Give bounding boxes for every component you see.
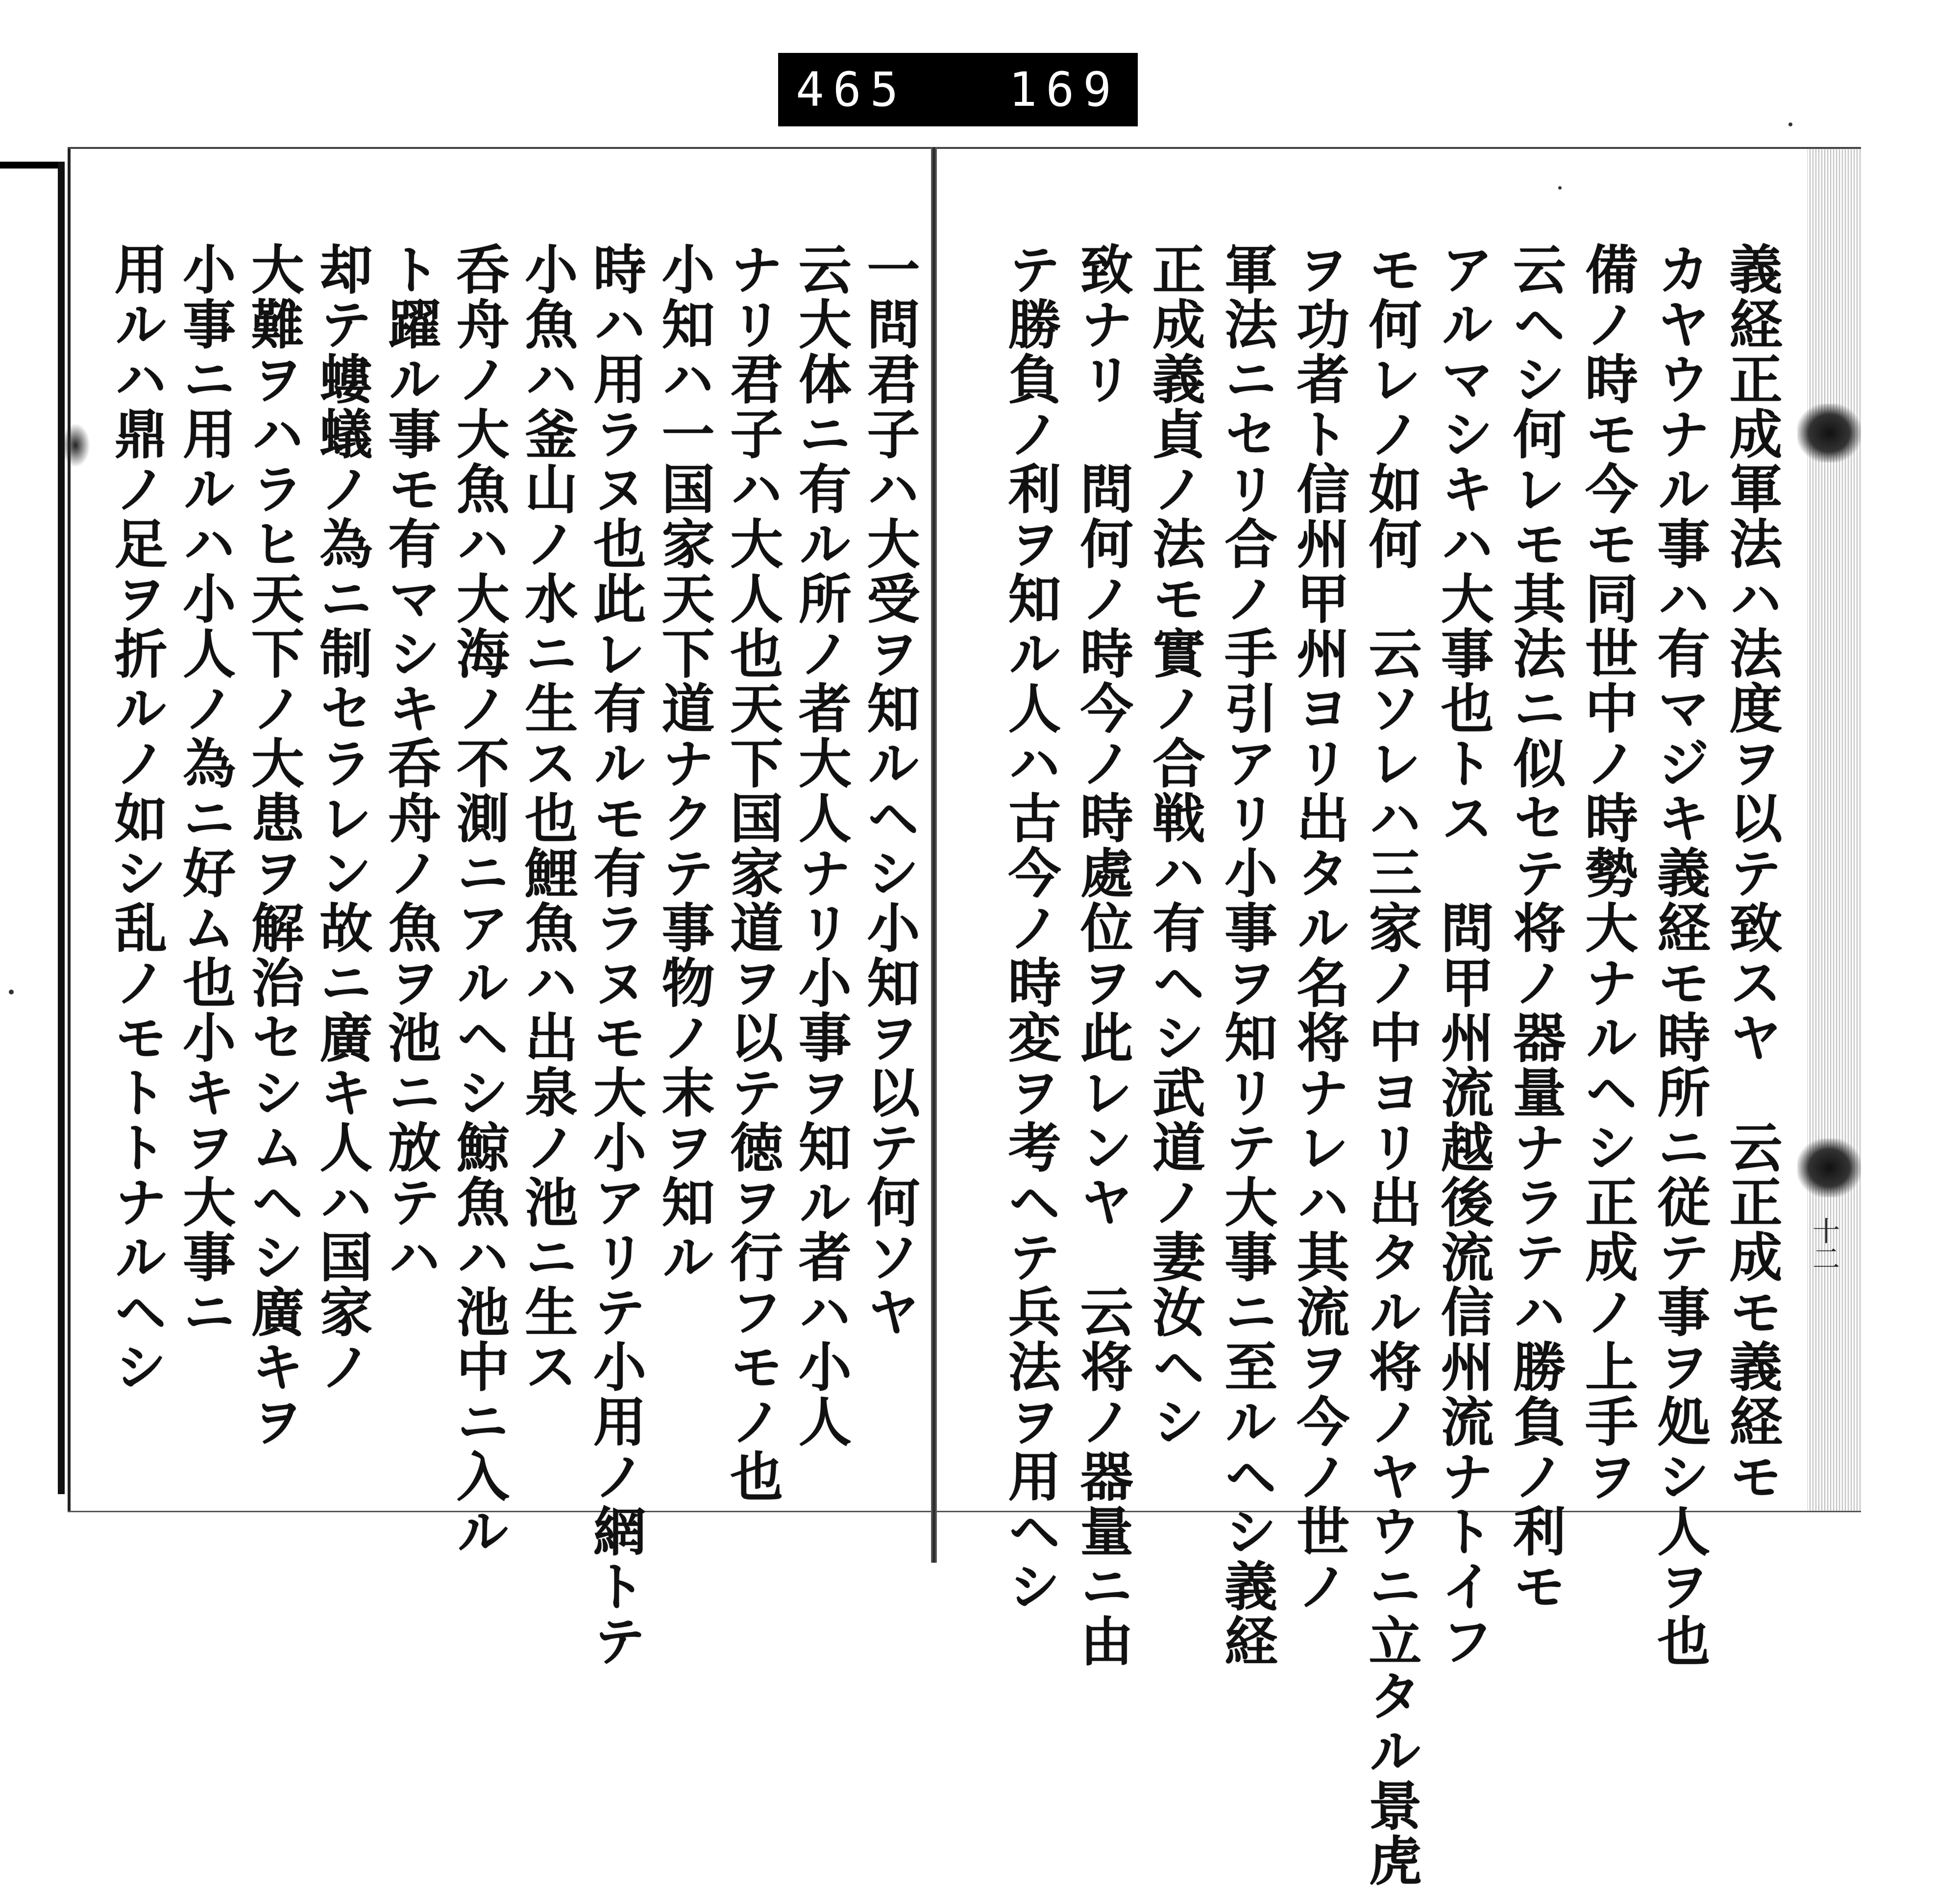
open-book-spread — [68, 147, 1861, 1888]
text-column: 用ルハ鼎ノ足ヲ折ルノ如シ乱ノモトトナルヘシ — [105, 242, 167, 1394]
text-column: 大難ヲハラヒ天下ノ大患ヲ解治セシムヘシ廣キヲ — [242, 242, 304, 1449]
text-column: 義経正成軍法ハ法度ヲ以テ致スヤ 云正成モ義経モ — [1720, 242, 1782, 1504]
text-column: 却テ螻蟻ノ為ニ制セラレン故ニ廣キ人ハ国家ノ — [310, 242, 372, 1394]
text-column: 小事ニ用ルハ小人ノ為ニ好ム也小キヲ大事ニ — [173, 242, 236, 1339]
text-column: 備ノ時モ今モ同世中ノ時勢大ナルヘシ正成ノ上手ヲ — [1576, 242, 1638, 1504]
right-page-text — [999, 242, 1782, 1888]
text-column: モ何レノ如何 云ソレハ三家ノ中ヨリ出タル将ノヤウニ立タル景虎 — [1359, 242, 1421, 1888]
text-column: アルマシキハ大事也トス 問甲州流越後流信州流ナトイフ — [1432, 242, 1494, 1669]
edge-rule-mark-vertical — [58, 162, 65, 1494]
ink-blot — [61, 423, 90, 467]
text-column: カヤウナル事ハ有マジキ義経モ時所ニ従テ事ヲ処シ人ヲ也 — [1648, 242, 1710, 1669]
left-page — [68, 149, 945, 1669]
text-column: 云ヘシ何レモ其法ニ似セテ将ノ器量ナラテハ勝負ノ利モ — [1504, 242, 1566, 1614]
ink-blot — [1797, 1138, 1861, 1197]
text-column: 時ハ用ラヌ也此レ有ルモ有ラヌモ大小アリテ小用ノ網トテ — [584, 242, 646, 1669]
scan-speck — [1788, 122, 1792, 126]
accession-number-plate — [778, 53, 1138, 126]
text-column: テ勝負ノ利ヲ知ル人ハ古今ノ時変ヲ考ヘテ兵法ヲ用ヘシ — [999, 242, 1061, 1614]
text-column: ヲ功者ト信州甲州ヨリ出タル名将ナレハ其流ヲ今ノ世ノ — [1287, 242, 1349, 1614]
text-column: 正成義貞ノ法モ實ノ合戦ハ有ヘシ武道ノ妻汝ヘシ — [1143, 242, 1205, 1449]
text-column: ナリ君子ハ大人也天下国家道ヲ以テ徳ヲ行フモノ也 — [721, 242, 783, 1504]
text-column: ト躍ル事モ有マシキ呑舟ノ魚ヲ池ニ放テハ — [379, 242, 441, 1284]
folio-number: 十二 — [1808, 1217, 1840, 1272]
text-column: 云大体ニ有ル所ノ者大人ナリ小事ヲ知ル者ハ小人 — [789, 242, 852, 1449]
scan-speck — [9, 990, 14, 994]
scan-speck — [1558, 186, 1562, 190]
text-column: 呑舟ノ大魚ハ大海ノ不測ニアルヘシ鯨魚ハ池中ニ入ル — [447, 242, 510, 1559]
page-fore-edge — [1807, 149, 1861, 1511]
edge-rule-mark — [0, 162, 65, 169]
text-column: 致ナリ 問何ノ時今ノ時處位ヲ此レンヤ 云将ノ器量ニ由 — [1071, 242, 1133, 1669]
accession-number-right: 169 — [1008, 62, 1120, 117]
ink-blot — [1797, 404, 1861, 462]
text-column: 小知ハ一国家天下道ナクテ事物ノ末ヲ知ル — [653, 242, 714, 1284]
text-column: 軍法ニセリ合ノ手引アリ小事ヲ知リテ大事ニ至ルヘシ義経 — [1215, 242, 1277, 1669]
left-page-text — [105, 242, 920, 1669]
accession-number-left: 465 — [796, 62, 907, 117]
book-gutter — [931, 147, 937, 1563]
text-column: 一問君子ハ大受ヲ知ルヘシ小知ヲ以テ何ソヤ — [858, 242, 920, 1339]
text-column: 小魚ハ釜山ノ水ニ生ス也鯉魚ハ出泉ノ池ニ生ス — [515, 242, 578, 1394]
right-page — [964, 149, 1861, 1888]
